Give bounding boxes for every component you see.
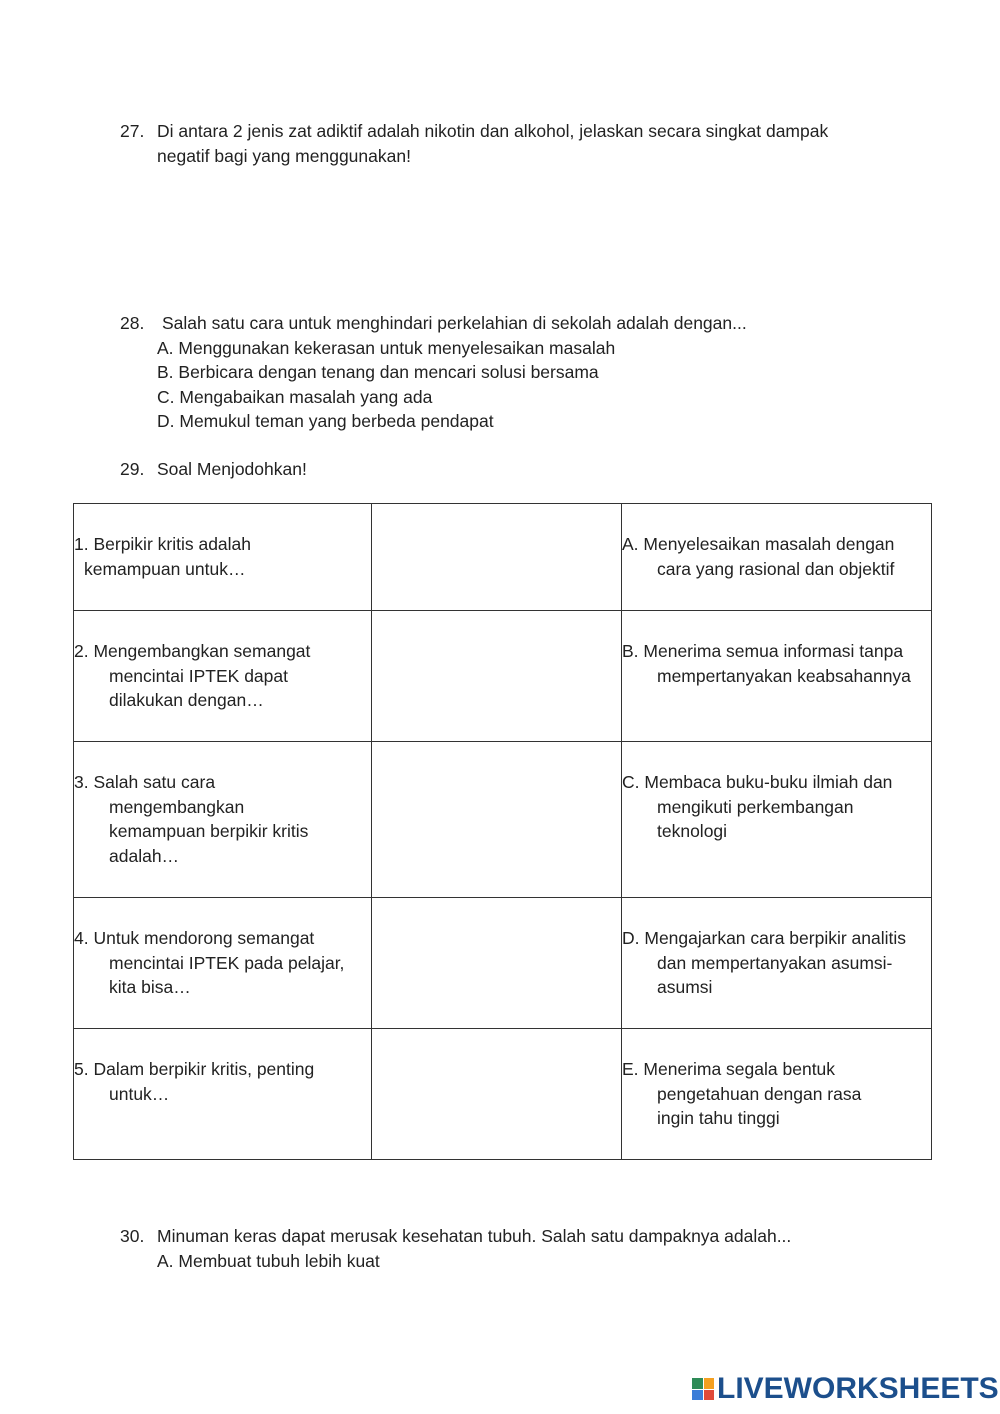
question-text: Minuman keras dapat merusak kesehatan tubuh. Salah satu dampaknya adalah... (157, 1226, 792, 1246)
liveworksheets-logo-icon (692, 1378, 714, 1400)
matching-answer-box[interactable] (372, 504, 622, 611)
question-number: 27. (120, 121, 145, 141)
liveworksheets-logo[interactable] (692, 1374, 999, 1404)
question-number: 30. (120, 1226, 145, 1246)
option-a[interactable]: A. Membuat tubuh lebih kuat (157, 1250, 380, 1271)
matching-premise: 3. Salah satu cara mengembangkan kemampuan berpikir kritis adalah… (74, 742, 372, 898)
matching-row-4 (74, 898, 932, 1029)
matching-choice[interactable]: D. Mengajarkan cara berpikir analitis dan mempertanyakan asumsi-asumsi (622, 898, 932, 1029)
option-b[interactable]: B. Berbicara dengan tenang dan mencari solusi bersama (157, 362, 599, 382)
brand-name: LIVEWORKSHEETS (717, 1372, 999, 1405)
option-d[interactable]: D. Memukul teman yang berbeda pendapat (157, 411, 494, 431)
question-number: 29. (120, 459, 145, 479)
matching-answer-box[interactable] (372, 1029, 622, 1160)
answer-options (120, 1249, 940, 1274)
matching-premise: 1. Berpikir kritis adalah kemampuan untuk… (74, 504, 372, 611)
question-27 (120, 119, 940, 168)
question-text: Di antara 2 jenis zat adiktif adalah nikotin dan alkohol, jelaskan secara singkat dampak negatif bagi yang menggunakan! (157, 121, 829, 166)
question-30 (120, 1224, 940, 1273)
matching-premise: 4. Untuk mendorong semangat mencintai IPTEK pada pelajar, kita bisa… (74, 898, 372, 1029)
logo-square-green (692, 1378, 703, 1389)
option-a[interactable]: A. Menggunakan kekerasan untuk menyelesaikan masalah (157, 337, 616, 358)
option-c[interactable]: C. Mengabaikan masalah yang ada (157, 386, 433, 407)
matching-row-2 (74, 611, 932, 742)
matching-row-3 (74, 742, 932, 898)
matching-answer-box[interactable] (372, 611, 622, 742)
logo-square-red (704, 1390, 715, 1401)
matching-premise: 2. Mengembangkan semangat mencintai IPTEK dapat dilakukan dengan… (74, 611, 372, 742)
matching-row-5 (74, 1029, 932, 1160)
matching-table (73, 503, 932, 1160)
question-text: Salah satu cara untuk menghindari perkelahian di sekolah adalah dengan... (162, 313, 747, 333)
question-text: Soal Menjodohkan! (157, 459, 307, 479)
matching-answer-box[interactable] (372, 898, 622, 1029)
matching-premise: 5. Dalam berpikir kritis, penting untuk… (74, 1029, 372, 1160)
matching-choice[interactable]: A. Menyelesaikan masalah dengan cara yang rasional dan objektif (622, 504, 932, 611)
question-number: 28. (120, 313, 145, 333)
question-28 (120, 311, 940, 434)
logo-square-blue (692, 1390, 703, 1401)
matching-row-1 (74, 504, 932, 611)
matching-choice[interactable]: B. Menerima semua informasi tanpa mempertanyakan keabsahannya (622, 611, 932, 742)
question-29 (120, 457, 940, 482)
matching-answer-box[interactable] (372, 742, 622, 898)
matching-choice[interactable]: C. Membaca buku-buku ilmiah dan mengikuti perkembangan teknologi (622, 742, 932, 898)
matching-choice[interactable]: E. Menerima segala bentuk pengetahuan dengan rasa ingin tahu tinggi (622, 1029, 932, 1160)
answer-options (120, 336, 940, 434)
logo-square-orange (704, 1378, 715, 1389)
